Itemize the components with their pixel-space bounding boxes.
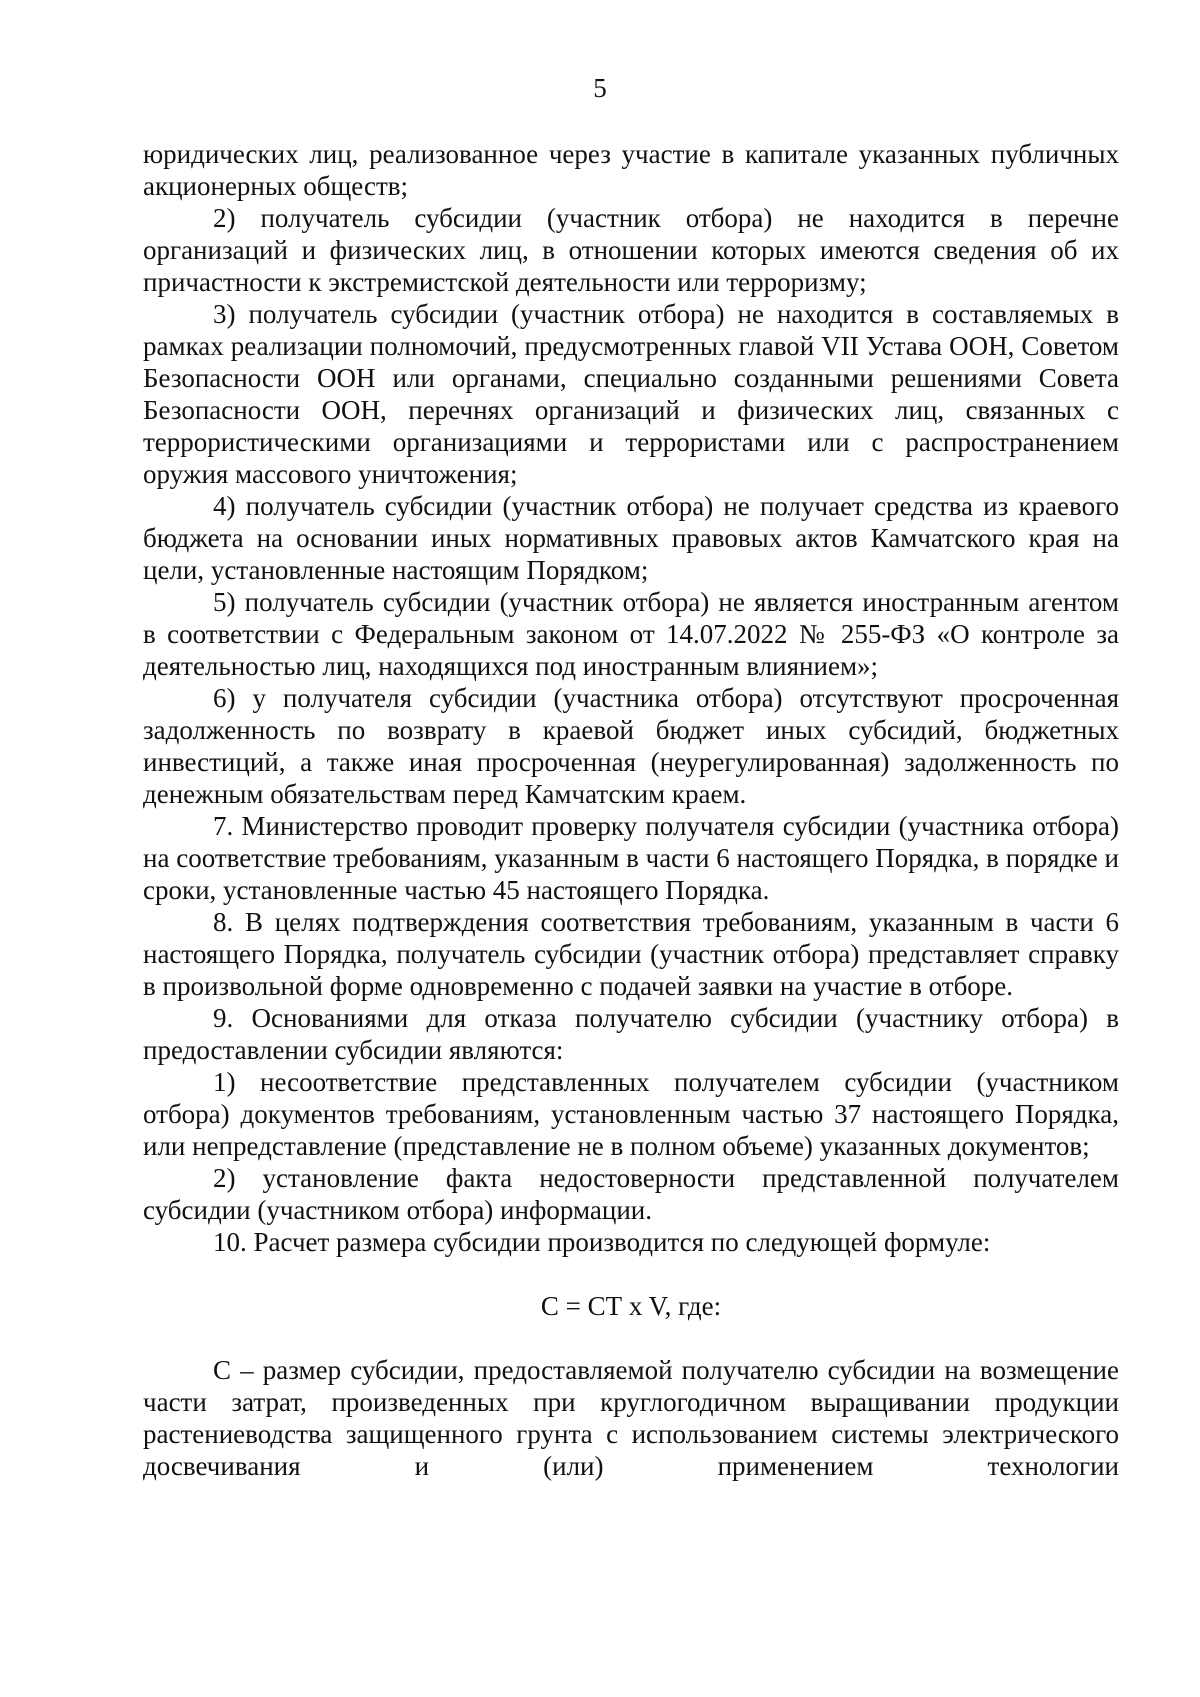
- paragraph-item-2: 2) получатель субсидии (участник отбора) не находится в перечне организаций и физических лиц, в отношении которых имеются сведения об их причастности к экстремистской деятельности или терроризму;: [143, 203, 1119, 297]
- paragraph-section-7: 7. Министерство проводит проверку получателя субсидии (участника отбора) на соответствие требованиям, указанным в части 6 настоящего Порядка, в порядке и сроки, установленные частью 45 настоящего Порядка.: [143, 811, 1119, 905]
- formula: С = СТ x V, где:: [540, 1291, 722, 1321]
- page-number: 5: [593, 73, 607, 103]
- paragraph-section-10: 10. Расчет размера субсидии производится по следующей формуле:: [213, 1227, 991, 1257]
- paragraph-section-9: 9. Основаниями для отказа получателю субсидии (участнику отбора) в предоставлении субсидии являются:: [143, 1003, 1119, 1065]
- paragraph-section-9-item-1: 1) несоответствие представленных получателем субсидии (участником отбора) документов требованиям, установленным частью 37 настоящего Порядка, или непредставление (представление не в полном объеме) указанных документов;: [143, 1067, 1119, 1161]
- paragraph-section-9-item-2: 2) установление факта недостоверности представленной получателем субсидии (участником отбора) информации.: [143, 1163, 1119, 1225]
- paragraph-item-5: 5) получатель субсидии (участник отбора) не является иностранным агентом в соответствии с Федеральным законом от 14.07.2022 № 255-ФЗ «О контроле за деятельностью лиц, находящихся под иностранным влиянием»;: [143, 587, 1119, 681]
- paragraph-section-8: 8. В целях подтверждения соответствия требованиям, указанным в части 6 настоящего Порядка, получатель субсидии (участник отбора) представляет справку в произвольной форме одновременно с подачей заявки на участие в отборе.: [143, 907, 1119, 1001]
- document-body: [143, 138, 1119, 1482]
- paragraph-item-4: 4) получатель субсидии (участник отбора) не получает средства из краевого бюджета на основании иных нормативных правовых актов Камчатского края на цели, установленные настоящим Порядком;: [143, 491, 1119, 585]
- formula-definition: С – размер субсидии, предоставляемой получателю субсидии на возмещение части затрат, произведенных при круглогодичном выращивании продукции растениеводства защищенного грунта с использованием системы электрического досвечивания и (или) применением технологии: [143, 1355, 1119, 1481]
- paragraph-continuation: юридических лиц, реализованное через участие в капитале указанных публичных акционерных обществ;: [143, 139, 1119, 201]
- paragraph-item-3: 3) получатель субсидии (участник отбора) не находится в составляемых в рамках реализации полномочий, предусмотренных главой VII Устава ООН, Советом Безопасности ООН или органами, специально созданными решениями Совета Безопасности ООН, перечнях организаций и физических лиц, связанных с террористическими организациями и террористами или с распространением оружия массового уничтожения;: [143, 299, 1119, 489]
- paragraph-item-6: 6) у получателя субсидии (участника отбора) отсутствуют просроченная задолженность по возврату в краевой бюджет иных субсидий, бюджетных инвестиций, а также иная просроченная (неурегулированная) задолженность по денежным обязательствам перед Камчатским краем.: [143, 683, 1119, 809]
